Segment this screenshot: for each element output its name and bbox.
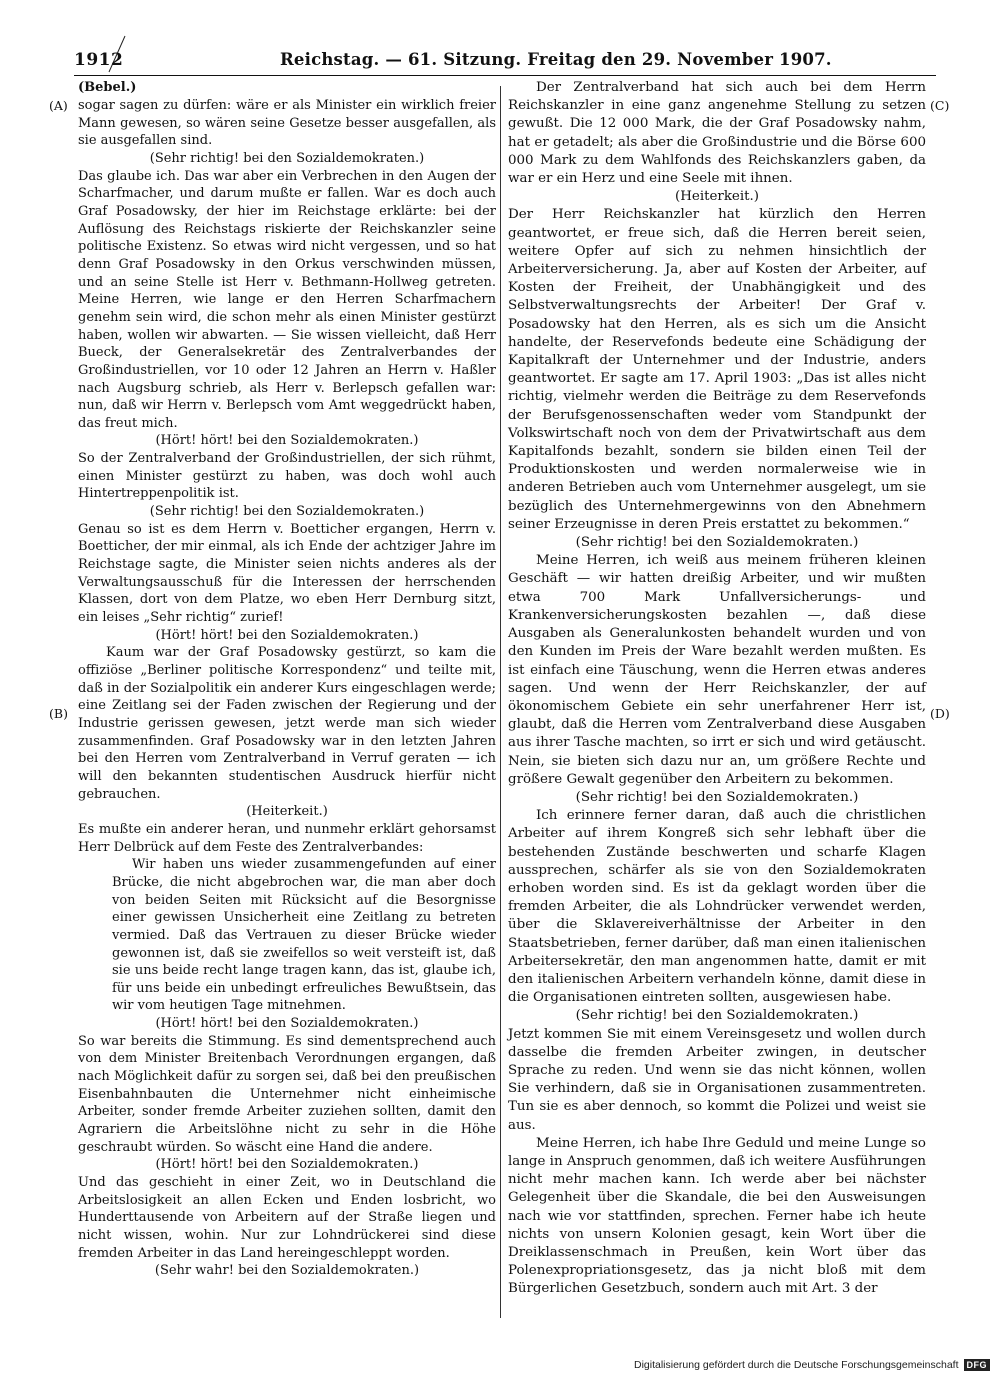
page-header (60, 50, 940, 74)
interjection: (Sehr richtig! bei den Sozialdemokraten.) (575, 535, 859, 551)
paragraph: So war bereits die Stimmung. Es sind dementsprechend auch von dem Minister Breitenbach Verordnungen ergangen, daß nach Möglichkeit dafür zu sorgen sei, daß bei den preußischen Eisenbahnbauten die Unternehmer nicht einheimische Arbeiter, sonder fremde Arbeiter zuziehen sollten, damit den Agrariern die Arbeitslöhne nicht zu sehr in die Höhe geschraubt würden. So wäscht eine Hand die andere. (78, 1033, 496, 1155)
header-rule (74, 75, 936, 76)
footer-text: Digitalisierung gefördert durch die Deutsche Forschungsgemeinschaft (633, 1359, 959, 1371)
paragraph: Kaum war der Graf Posadowsky gestürzt, so kam die offiziöse „Berliner politische Korrespondenz“ und teilte mit, daß in der Sozialpolitik ein anderer Kurs eingeschlagen werde; eine Zeitlang sei der Faden zwischen der Regierung und der Industrie gerissen gewesen, jetzt werde man sich wieder zusammenfinden. Graf Posadowsky war in den letzten Jahren bei den Herren vom Zentralverband in Verruf geraten — ich will den bekannten studentischen Ausdruck hierfür nicht gebrauchen. (78, 645, 496, 802)
margin-mark-b: (B) (49, 706, 68, 721)
paragraph: Und das geschieht in einer Zeit, wo in Deutschland die Arbeitslosigkeit an allen Ecken und Enden losbricht, wo Hunderttausende von Arbeitern auf der Straße liegen und nicht wissen, wohin. Nur zur Lohndrückerei sind diese fremden Arbeiter in das Land hereingeschleppt worden. (78, 1175, 496, 1261)
speaker-label: (Bebel.) (78, 80, 137, 95)
paragraph: Meine Herren, ich weiß aus meinem früheren kleinen Geschäft — wir hatten dreißig Arbeiter, und wir mußten etwa 700 Mark Unfallversicherungs- und Krankenversicherungskosten bezahlen —, daß diese Ausgaben als Generalunkosten behandelt wurden und von den Kunden im Preis der Ware bezahlt werden mußten. Es ist einfach eine Täuschung, wenn die Herren etwas anderes sagen. Und wenn der Herr Reichskanzler, der auf ökonomischem Gebiete ein sehr unerfahrener Herr ist, glaubt, daß die Herren vom Zentralverband diese Ausgaben aus ihrer Tasche machten, so irrt er sich und wird getäuscht. Nein, sie bieten sich dazu nur an, um größere Rechte und größere Gewalt gegenüber den Arbeitern zu bekommen. (508, 553, 926, 787)
paragraph: Ich erinnere ferner daran, daß auch die christlichen Arbeiter auf ihrem Kongreß sich sehr lebhaft über die bestehenden Zustände beschwerten und scharfe Klagen aussprechen, schärfer als sie von den Sozialdemokraten erhoben worden sind. Es ist da geklagt worden über die fremden Arbeiter, die als Lohndrücker verwendet werden, über die Sklavereiverhältnisse der Arbeiter in den Staatsbetrieben, ferner darüber, daß man einen italienischen Arbeitersekretär, den man angenommen hatte, damit er mit den italienischen Arbeitern verhandeln könne, damit diese in die Organisationen eintreten sollten, ausgewiesen habe. (508, 808, 926, 1006)
interjection: (Heiterkeit.) (675, 189, 759, 205)
interjection: (Sehr richtig! bei den Sozialdemokraten.) (149, 150, 425, 166)
paragraph: So der Zentralverband der Großindustriellen, der sich rühmt, einen Minister gestürzt zu haben, was doch wohl auch Hintertreppenpolitik ist. (78, 451, 496, 502)
paragraph: Genau so ist es dem Herrn v. Boetticher ergangen, Herrn v. Boetticher, der mir einmal, als ich Ende der achtziger Jahre im Reichstage sagte, die Minister seien nichts anderes als der Verwaltungsausschuß für die Interessen der herrschenden Klassen, dort von dem Platze, wo eben Herr Dernburg sitzt, ein leises „Sehr richtig“ zurief! (78, 521, 496, 626)
right-column (508, 79, 926, 1299)
paragraph: Meine Herren, ich habe Ihre Geduld und meine Lunge so lange in Anspruch genommen, daß ich weitere Ausführungen nicht mehr machen kann. Ich werde aber bei nächster Gelegenheit über die Skandale, die bei den Ausweisungen nach wie vor stattfinden, sprechen. Ferner habe ich heute nichts von unsern Kolonien gesagt, kein Wort über die Dreiklassenschmach in Preußen, kein Wort über das Polenexpropriationsgesetz, das ja nicht bloß mit dem Bürgerlichen Gesetzbuch, sondern auch mit Art. 3 der (508, 1135, 926, 1297)
interjection: (Hört! hört! bei den Sozialdemokraten.) (155, 1016, 419, 1032)
interjection: (Sehr richtig! bei den Sozialdemokraten.) (149, 504, 425, 520)
margin-mark-c: (C) (930, 98, 950, 113)
interjection: (Hört! hört! bei den Sozialdemokraten.) (155, 627, 419, 643)
interjection: (Sehr wahr! bei den Sozialdemokraten.) (154, 1263, 420, 1279)
dfg-logo: DFG (964, 1359, 991, 1371)
interjection: (Hört! hört! bei den Sozialdemokraten.) (155, 1157, 419, 1173)
paragraph: sogar sagen zu dürfen: wäre er als Minister ein wirklich freier Mann gewesen, so wären seine Gesetze besser ausgefallen, als sie ausgefallen sind. (78, 98, 496, 149)
column-divider (500, 86, 501, 1318)
paragraph: Der Herr Reichskanzler hat kürzlich den Herren geantwortet, er freue sich, daß die Herren bereit seien, weitere Opfer auf sich zu nehmen hinsichtlich der Arbeiterversicherung. Ja, aber auf Kosten der Arbeiter, auf Kosten der Freiheit, der Unabhängigkeit und des Selbstverwaltungsrechts der Arbeiter! Der Graf v. Posadowsky hat den Herren, als es sich um die Ansicht handelte, der Reservefonds bedeute eine Schädigung der Kapitalkraft der Unternehmer und der Industrie, anders geantwortet. Er sagte am 17. April 1903: „Das ist alles nicht richtig, vielmehr werden die Beiträge zu dem Reservefonds der Berufsgenossenschaften weder vom Standpunkt der Volkswirtschaft noch von dem der Privatwirtschaft aus dem Kapitalfonds bezahlt, sondern sie bilden einen Teil der Produktionskosten und werden normalerweise wie in anderen Betrieben auch vom Unternehmer ausgelegt, um sie bezüglich des Unternehmergewinns von den Abnehmern seiner Erzeugnisse in deren Preis erstattet zu bekommen.“ (508, 207, 926, 532)
margin-mark-d: (D) (930, 706, 950, 721)
paragraph: Das glaube ich. Das war aber ein Verbrechen in den Augen der Scharfmacher, und darum mußte er fallen. War es doch auch Graf Posadowsky, der hier im Reichstage erklärte: bei der Auflösung des Reichstags riskierte der Reichskanzler seine politische Existenz. So etwas wird nicht vergessen, und so hat denn Graf Posadowsky in den Orkus verschwinden müssen, und an seine Stelle ist Herr v. Bethmann-Hollweg getreten. Meine Herren, wie lange er den Herren Scharfmachern genehm sein wird, die schon mehr als einen Minister gestürzt haben, wollen wir abwarten. — Sie wissen vielleicht, daß Herr Bueck, der Generalsekretär des Zentralverbandes der Großindustriellen, vor 10 oder 12 Jahren an Herrn v. Haßler nach Augsburg schrieb, als Herr v. Berlepsch gefallen war: nun, daß wir Herrn v. Berlepsch vom Amt weggedrückt haben, das freut mich. (78, 168, 496, 431)
running-title: Reichstag. — 61. Sitzung. Freitag den 29. November 1907. (280, 50, 832, 69)
interjection: (Sehr richtig! bei den Sozialdemokraten.) (575, 789, 859, 805)
interjection: (Hört! hört! bei den Sozialdemokraten.) (155, 433, 419, 449)
footer-credit (634, 1359, 990, 1371)
page-number: 1912 (74, 50, 124, 70)
interjection: (Sehr richtig! bei den Sozialdemokraten.) (575, 1008, 859, 1024)
paragraph: Jetzt kommen Sie mit einem Vereinsgesetz und wollen durch dasselbe die fremden Arbeiter zwingen, in deutscher Sprache zu reden. Und wenn sie das nicht können, wollen Sie verhindern, daß sie in Organisationen zusammentreten. Tun sie es aber dennoch, so kommt die Polizei und weist sie aus. (508, 1026, 926, 1133)
margin-mark-a: (A) (49, 98, 68, 113)
left-column (78, 79, 496, 1280)
paragraph: Der Zentralverband hat sich auch bei dem Herrn Reichskanzler in eine ganz angenehme Stellung zu setzen gewußt. Die 12 000 Mark, die der Graf Posadowsky nahm, hat er getadelt; als aber die Großindustrie und die Börse 600 000 Mark zu dem Wahlfonds des Reichskanzlers gaben, da war er ein Herz und eine Seele mit ihnen. (508, 80, 926, 187)
paragraph: Es mußte ein anderer heran, und nunmehr erklärt gehorsamst Herr Delbrück auf dem Feste des Zentralverbandes: (78, 821, 496, 855)
quoted-passage: Wir haben uns wieder zusammengefunden auf einer Brücke, die nicht abgebrochen war, die man aber doch von beiden Seiten mit Rücksicht auf die Besorgnisse einer gewissen Unsicherheit eine Zeitlang zu betreten vermied. Daß das Vertrauen zu dieser Brücke wieder gewonnen ist, daß sie zweifellos so weit versteift ist, daß sie uns beide recht lange tragen kann, das ist, glaube ich, für uns beide ein unbedingt erfreuliches Bewußtsein, das wir vom heutigen Tage mitnehmen. (112, 857, 496, 1014)
interjection: (Heiterkeit.) (246, 804, 328, 820)
